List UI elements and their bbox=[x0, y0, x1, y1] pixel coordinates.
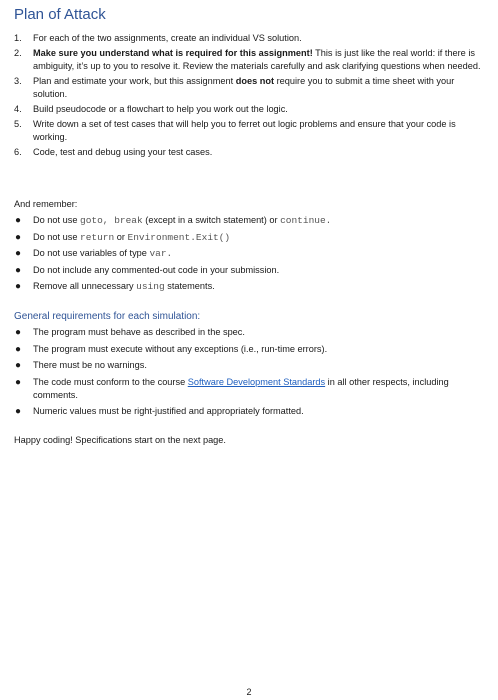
item-text: (except in a switch statement) or bbox=[142, 215, 281, 225]
step-item bbox=[14, 75, 488, 101]
step-text: Build pseudocode or a flowchart to help you work out the logic. bbox=[33, 104, 288, 114]
closing-text: Happy coding! Specifications start on the next page. bbox=[14, 435, 226, 445]
bullet-icon: ● bbox=[15, 231, 22, 243]
step-number: 6. bbox=[14, 147, 22, 157]
step-item bbox=[14, 32, 488, 45]
requirements-heading: General requirements for each simulation: bbox=[14, 311, 201, 322]
item-text: There must be no warnings. bbox=[33, 360, 147, 371]
step-text: This is just like the real world: if there is ambiguity, it’s up to you to resolve it. Review the materials carefully and ask clarifying questions when needed. bbox=[33, 48, 481, 71]
requirement-item bbox=[14, 343, 488, 356]
item-text: Do not include any commented-out code in your submission. bbox=[33, 264, 280, 275]
requirement-item bbox=[14, 326, 488, 339]
requirements-list bbox=[14, 326, 488, 422]
bullet-icon: ● bbox=[15, 327, 22, 338]
page-number: 2 bbox=[246, 687, 252, 697]
requirement-item bbox=[14, 376, 488, 402]
code-keyword: Environment.Exit() bbox=[127, 231, 231, 243]
step-number: 2. bbox=[14, 48, 22, 58]
step-text: Code, test and debug using your test cases. bbox=[33, 147, 213, 157]
remember-item bbox=[14, 264, 488, 277]
requirement-item bbox=[14, 405, 488, 418]
item-text: Remove all unnecessary bbox=[33, 281, 137, 292]
bullet-icon: ● bbox=[15, 264, 22, 276]
remember-item bbox=[14, 247, 488, 260]
item-text: Numeric values must be right-justified and appropriately formatted. bbox=[33, 406, 304, 417]
code-keyword: continue. bbox=[280, 215, 332, 226]
step-text: For each of the two assignments, create an individual VS solution. bbox=[33, 33, 302, 43]
item-text: or bbox=[114, 231, 128, 242]
page-title: Plan of Attack bbox=[14, 6, 106, 23]
remember-item bbox=[14, 231, 488, 244]
requirement-item bbox=[14, 359, 488, 372]
step-text: Plan and estimate your work, but this assignment bbox=[33, 76, 236, 86]
step-emphasis: Make sure you understand what is required for this assignment! bbox=[33, 48, 313, 58]
item-text: Do not use variables of type bbox=[33, 248, 150, 259]
step-number: 4. bbox=[14, 104, 22, 114]
step-emphasis: does not bbox=[235, 76, 275, 86]
bullet-icon: ● bbox=[15, 248, 22, 260]
step-item bbox=[14, 118, 488, 144]
step-item bbox=[14, 103, 488, 116]
bullet-icon: ● bbox=[15, 343, 22, 355]
step-number: 1. bbox=[14, 33, 22, 43]
code-keyword: var. bbox=[149, 248, 173, 260]
bullet-icon: ● bbox=[15, 406, 22, 418]
step-text: Write down a set of test cases that will help you to ferret out logic problems and ensure that your code is working. bbox=[33, 119, 456, 142]
step-text: require you to submit a time sheet with your solution. bbox=[33, 76, 455, 99]
step-number: 5. bbox=[14, 119, 22, 129]
bullet-icon: ● bbox=[15, 360, 22, 372]
bullet-icon: ● bbox=[15, 376, 22, 388]
bullet-icon: ● bbox=[15, 215, 22, 226]
bullet-icon: ● bbox=[15, 281, 22, 293]
remember-list bbox=[14, 214, 488, 297]
item-text: The code must conform to the course bbox=[33, 376, 188, 387]
code-keyword: return bbox=[80, 231, 115, 243]
code-keyword: using bbox=[136, 281, 165, 293]
step-item bbox=[14, 146, 488, 159]
standards-link[interactable]: Software Development Standards bbox=[187, 376, 326, 387]
item-text: statements. bbox=[164, 281, 215, 292]
code-keyword: goto, break bbox=[80, 215, 143, 226]
item-text: Do not use bbox=[33, 231, 80, 242]
item-text: The program must execute without any exceptions (i.e., run-time errors). bbox=[33, 343, 328, 354]
steps-list bbox=[14, 32, 488, 161]
step-number: 3. bbox=[14, 76, 22, 86]
remember-item bbox=[14, 280, 488, 293]
remember-item bbox=[14, 214, 488, 227]
remember-heading: And remember: bbox=[14, 199, 78, 209]
item-text: in all other respects, including comments. bbox=[33, 376, 449, 400]
step-item bbox=[14, 47, 488, 73]
item-text: The program must behave as described in the spec. bbox=[33, 327, 245, 337]
item-text: Do not use bbox=[33, 215, 80, 225]
